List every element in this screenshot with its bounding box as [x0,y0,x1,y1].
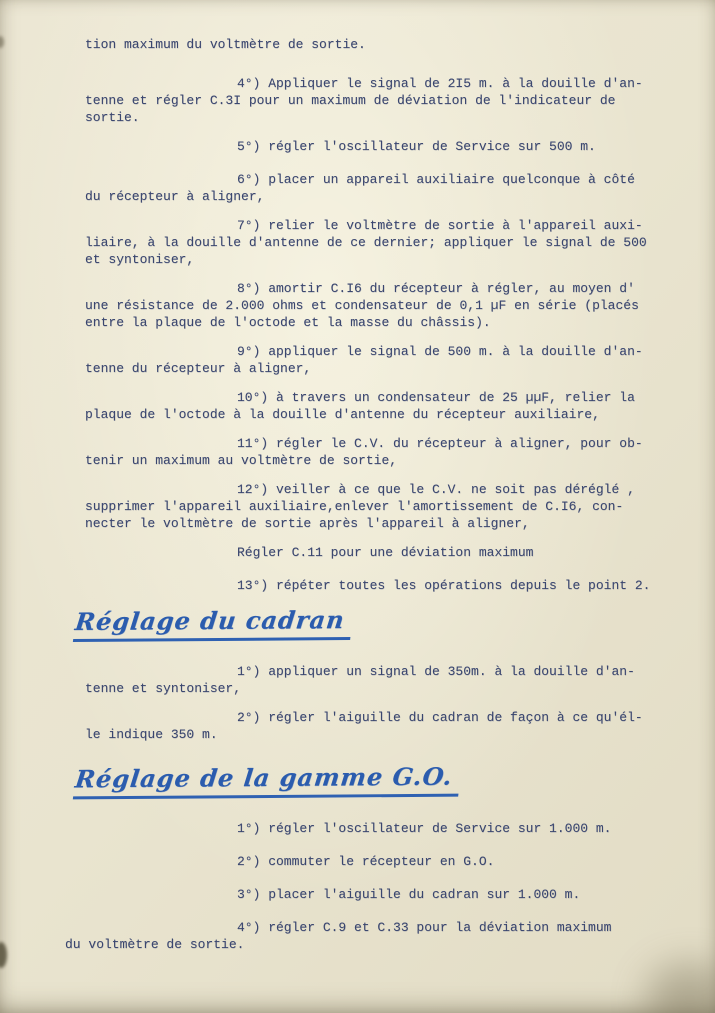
text-line: tenir un maximum au voltmètre de sortie, [85,453,398,468]
text-line: 1°) régler l'oscillateur de Service sur 1.000 m. [237,821,612,836]
text-line: 13°) répéter toutes les opérations depuis le point 2. [237,578,651,593]
scan-edge-smudge [0,942,7,968]
procedure-step-13 [85,577,670,594]
text-line: le indique 350 m. [85,727,218,742]
text-line: supprimer l'appareil auxiliaire,enlever l'amortissement de C.I6, con- [85,499,624,514]
text-line: 8°) amortir C.I6 du récepteur à régler, au moyen d' [237,281,635,296]
text-line: 3°) placer l'aiguille du cadran sur 1.000 m. [237,887,581,902]
corner-shadow [645,963,715,1013]
procedure-step-4 [85,75,670,126]
procedure-step-8 [85,280,670,331]
section-go [75,763,670,798]
procedure-step-6 [85,171,670,205]
scan-edge-mark [0,36,4,48]
procedure-step-5 [85,138,670,155]
text-line: 10°) à travers un condensateur de 25 µµF, relier la [237,390,635,405]
text-line: 2°) régler l'aiguille du cadran de façon à ce qu'él- [237,710,643,725]
cadran-step-2 [85,709,670,743]
go-step-1 [85,820,670,837]
procedure-step-9 [85,343,670,377]
text-line: Régler C.11 pour une déviation maximum [237,545,534,560]
procedure-step-11 [85,435,670,469]
go-step-3 [85,886,670,903]
text-line: 6°) placer un appareil auxiliaire quelconque à côté [237,172,635,187]
text-line: 2°) commuter le récepteur en G.O. [237,854,495,869]
procedure-step-10 [85,389,670,423]
text-line: 4°) Appliquer le signal de 2I5 m. à la douille d'an- [237,76,643,91]
intro-line: tion maximum du voltmètre de sortie. [85,37,366,52]
procedure-step-12 [85,481,670,532]
text-line: sortie. [85,110,140,125]
text-line: 5°) régler l'oscillateur de Service sur 500 m. [237,139,596,154]
text-line: 12°) veiller à ce que le C.V. ne soit pas déréglé , [237,482,635,497]
text-line: 4°) régler C.9 et C.33 pour la déviation maximum [237,920,612,935]
text-line: 7°) relier le voltmètre de sortie à l'appareil auxi- [237,218,643,233]
text-line: 9°) appliquer le signal de 500 m. à la douille d'an- [237,344,643,359]
text-line: du récepteur à aligner, [85,189,265,204]
text-line: du voltmètre de sortie. [65,937,245,952]
section-title-go: Réglage de la gamme G.O. [73,762,462,800]
cadran-step-1 [85,663,670,697]
text-line: tenne du récepteur à aligner, [85,361,312,376]
text-line: necter le voltmètre de sortie après l'appareil à aligner, [85,516,530,531]
text-line: 1°) appliquer un signal de 350m. à la douille d'an- [237,664,635,679]
text-line: et syntoniser, [85,252,195,267]
procedure-note [85,544,670,561]
text-line: une résistance de 2.000 ohms et condensateur de 0,1 µF en série (placés [85,298,639,313]
text-line: liaire, à la douille d'antenne de ce dernier; appliquer le signal de 500 [85,235,647,250]
procedure-step-7 [85,217,670,268]
page-content [65,36,670,965]
go-step-4 [65,919,670,953]
go-step-2 [85,853,670,870]
text-line: tenne et syntoniser, [85,681,242,696]
section-cadran [75,606,670,641]
text-line: 11°) régler le C.V. du récepteur à aligner, pour ob- [237,436,643,451]
text-line: tenne et régler C.3I pour un maximum de déviation de l'indicateur de [85,93,616,108]
section-title-cadran: Réglage du cadran [73,605,355,642]
text-line: entre la plaque de l'octode et la masse du châssis). [85,315,491,330]
text-line: plaque de l'octode à la douille d'antenne du récepteur auxiliaire, [85,407,600,422]
